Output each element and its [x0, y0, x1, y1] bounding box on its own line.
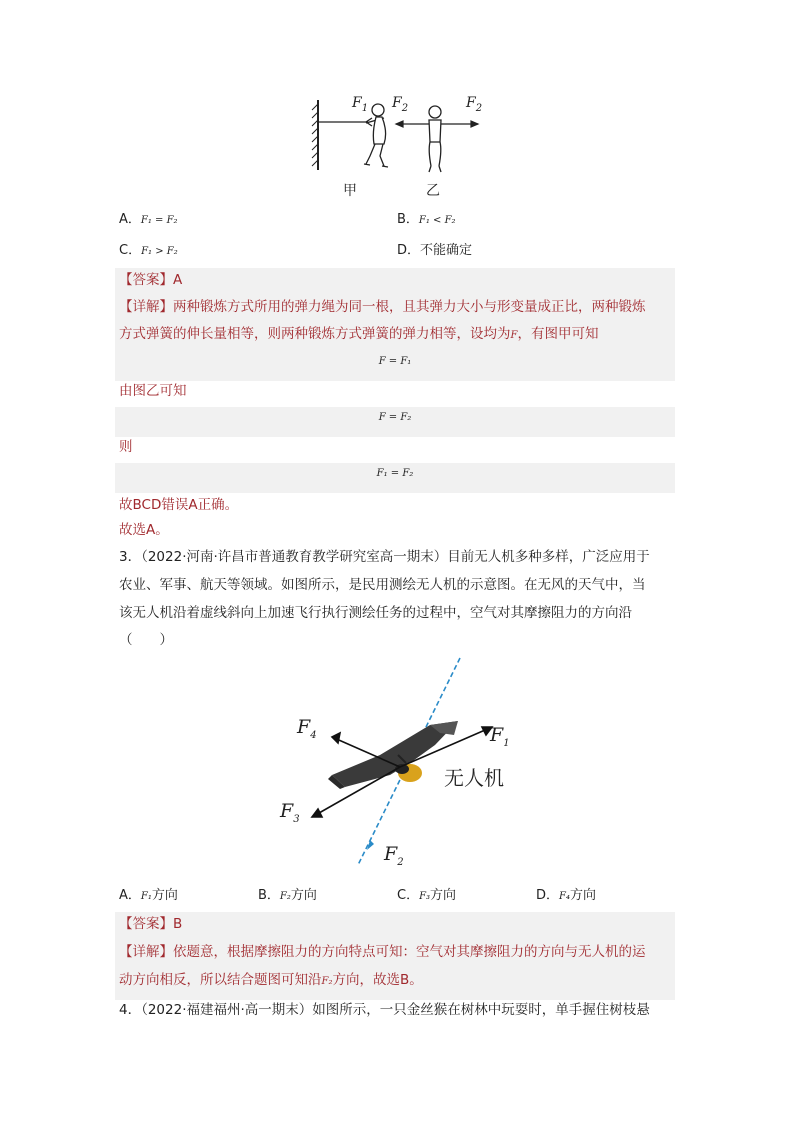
drone-label-f3: $F_3$	[280, 800, 300, 825]
q2-option-a[interactable]: A．F₁ = F₂	[119, 212, 178, 227]
q2-text-then: 则	[119, 439, 133, 455]
label-f2-left: $F_2$	[392, 95, 409, 114]
q3-stem-line2: 农业、军事、航天等领域。如图所示，是民用测绘无人机的示意图。在无风的天气中，当	[119, 577, 646, 593]
caption-yi: 乙	[426, 183, 440, 199]
q2-eq1: F = F₁	[378, 356, 412, 367]
caption-jia: 甲	[343, 183, 357, 199]
q3-option-c[interactable]: C．F₃方向	[397, 888, 457, 903]
drone-caption: 无人机	[444, 766, 504, 790]
q4-stem-line1: 4．（2022·福建福州·高一期末）如图所示，一只金丝猴在树林中玩耍时，单手握住树枝悬	[119, 1002, 650, 1018]
q2-text-from-yi: 由图乙可知	[119, 383, 187, 399]
q3-option-b[interactable]: B．F₂方向	[258, 888, 317, 903]
q3-detail-line1: 【详解】依题意，根据摩擦阻力的方向特点可知：空气对其摩擦阻力的方向与无人机的运	[119, 944, 646, 960]
label-f1: $F_1$	[352, 95, 369, 114]
q3-stem-line1: 3．（2022·河南·许昌市普通教育教学研究室高一期末）目前无人机多种多样，广泛应用于	[119, 549, 650, 565]
q3-option-d[interactable]: D．F₄方向	[536, 888, 596, 903]
drone-icon	[328, 721, 458, 789]
q2-option-d[interactable]: D．不能确定	[397, 243, 473, 258]
label-f2-right: $F_2$	[466, 95, 483, 114]
q2-eq3: F₁ = F₂	[376, 468, 414, 479]
drone-label-f2: $F_2$	[384, 843, 404, 868]
q3-stem-line4: （ ）	[119, 632, 173, 648]
q2-option-b[interactable]: B．F₁ < F₂	[397, 212, 456, 227]
q3-detail-line2: 动方向相反，所以结合题图可知沿F₂方向，故选B。	[119, 972, 423, 988]
q2-detail-line2: 方式弹簧的伸长量相等，则两种锻炼方式弹簧的弹力相等，设均为F，有图甲可知	[119, 326, 599, 342]
q2-detail-line1: 【详解】两种锻炼方式所用的弹力绳为同一根，且其弹力大小与形变量成正比，两种锻炼	[119, 299, 646, 315]
q3-answer: 【答案】B	[119, 916, 183, 932]
q2-answer: 【答案】A	[119, 272, 183, 288]
q3-stem-line3: 该无人机沿着虚线斜向上加速飞行执行测绘任务的过程中，空气对其摩擦阻力的方向沿	[119, 605, 632, 621]
drone-label-f4: $F_4$	[297, 716, 317, 741]
q3-option-a[interactable]: A．F₁方向	[119, 888, 178, 903]
drone-label-f1: $F_1$	[490, 724, 510, 749]
person-yi	[410, 106, 460, 172]
q2-option-c[interactable]: C．F₁ > F₂	[119, 243, 178, 258]
q2-choose: 故选A。	[119, 522, 169, 538]
q2-eq2: F = F₂	[378, 412, 412, 423]
q2-conclusion: 故BCD错误A正确。	[119, 497, 239, 513]
